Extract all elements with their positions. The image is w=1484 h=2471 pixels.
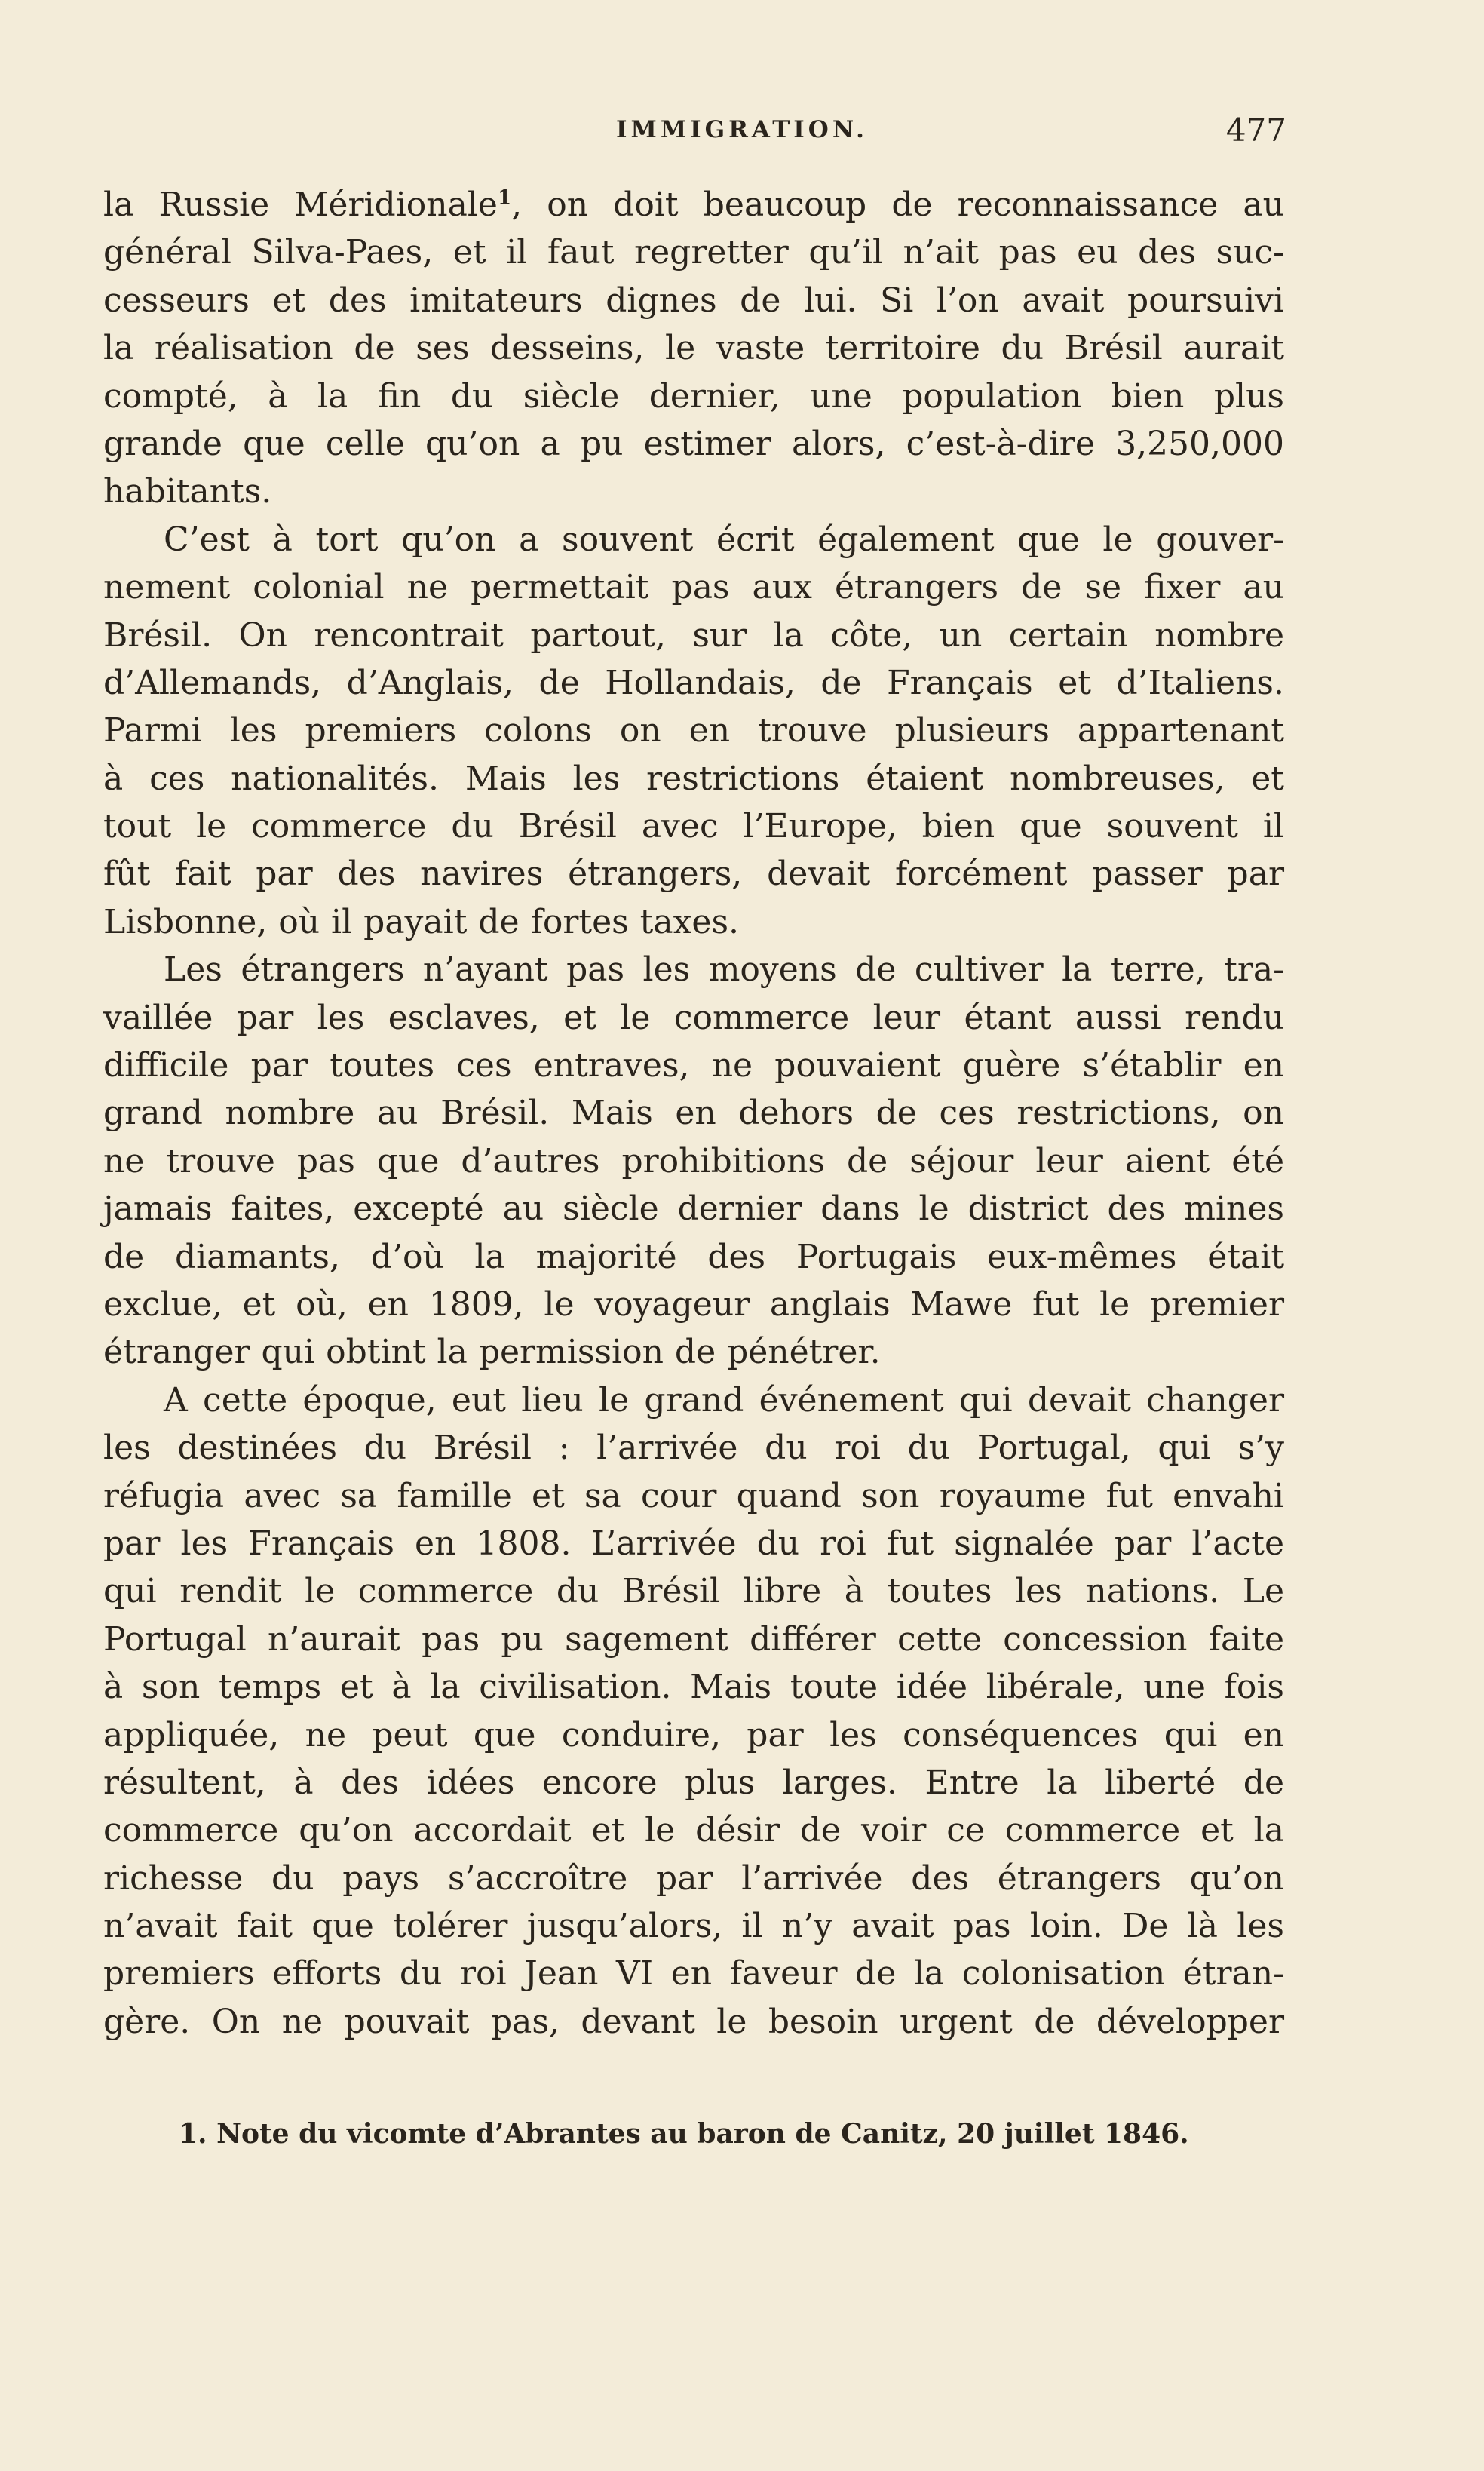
text-line: premiers efforts du roi Jean VI en faveur de la colonisation étran-: [103, 1954, 1284, 1994]
text-line: qui rendit le commerce du Brésil libre à toutes les nations. Le: [103, 1572, 1284, 1611]
footnote-reference: 1: [497, 186, 512, 210]
text-line: à son temps et à la civilisation. Mais toute idée libérale, une fois: [103, 1668, 1284, 1707]
text-line: d’Allemands, d’Anglais, de Hollandais, de Français et d’Italiens.: [103, 663, 1284, 702]
page-number: 477: [1225, 112, 1286, 149]
text-line: nement colonial ne permettait pas aux étrangers de se fixer au: [103, 568, 1284, 607]
text-line: jamais faites, excepté au siècle dernier dans le district des mines: [103, 1189, 1284, 1229]
text-line: de diamants, d’où la majorité des Portugais eux-mêmes était: [103, 1237, 1284, 1276]
text-line: fût fait par des navires étrangers, devait forcément passer par: [103, 855, 1284, 894]
text-line: gère. On ne pouvait pas, devant le besoin urgent de développer: [103, 2002, 1284, 2041]
text-line: tout le commerce du Brésil avec l’Europe, bien que souvent il: [103, 807, 1284, 846]
text-line: compté, à la fin du siècle dernier, une population bien plus: [103, 376, 1284, 416]
text-line: à ces nationalités. Mais les restrictions étaient nombreuses, et: [103, 759, 1284, 798]
text-line: appliquée, ne peut que conduire, par les conséquences qui en: [103, 1715, 1284, 1754]
text-line: Portugal n’aurait pas pu sagement différer cette concession faite: [103, 1619, 1284, 1659]
body-text: [103, 181, 1284, 2046]
text-line: la réalisation de ses desseins, le vaste territoire du Brésil aurait: [103, 329, 1284, 368]
text-line: les destinées du Brésil : l’arrivée du roi du Portugal, qui s’y: [103, 1429, 1284, 1468]
text-line: la Russie Méridionale$^1$, on doit beaucoup de reconnaissance au: [103, 186, 1284, 224]
text-line: C’est à tort qu’on a souvent écrit également que le gouver-: [164, 520, 1284, 559]
text-line: par les Français en 1808. L’arrivée du roi fut signalée par l’acte: [103, 1524, 1284, 1563]
text-line: difficile par toutes ces entraves, ne pouvaient guère s’établir en: [103, 1046, 1284, 1085]
text-line: réfugia avec sa famille et sa cour quand son royaume fut envahi: [103, 1476, 1284, 1515]
text-line: résultent, à des idées encore plus larges. Entre la liberté de: [103, 1763, 1284, 1802]
text-line: Parmi les premiers colons on en trouve plusieurs appartenant: [103, 711, 1284, 751]
text-line: exclue, et où, en 1809, le voyageur anglais Mawe fut le premier: [103, 1285, 1284, 1324]
text-line: n’avait fait que tolérer jusqu’alors, il n’y avait pas loin. De là les: [103, 1907, 1284, 1946]
text-line: Lisbonne, où il payait de fortes taxes.: [103, 902, 740, 941]
page-header: [0, 112, 1484, 157]
text-line: ne trouve pas que d’autres prohibitions de séjour leur aient été: [103, 1141, 1284, 1180]
text-line: étranger qui obtint la permission de pénétrer.: [103, 1333, 881, 1372]
text-line: cesseurs et des imitateurs dignes de lui. Si l’on avait poursuivi: [103, 281, 1284, 320]
text-line: grande que celle qu’on a pu estimer alors, c’est-à-dire 3,250,000: [103, 424, 1284, 463]
text-line: habitants.: [103, 472, 272, 511]
text-line: général Silva-Paes, et il faut regretter qu’il n’ait pas eu des suc-: [103, 233, 1284, 272]
text-line: Les étrangers n’ayant pas les moyens de cultiver la terre, tra-: [164, 950, 1284, 990]
text-line: Brésil. On rencontrait partout, sur la côte, un certain nombre: [103, 615, 1284, 655]
text-line: commerce qu’on accordait et le désir de voir ce commerce et la: [103, 1811, 1284, 1850]
text-line: grand nombre au Brésil. Mais en dehors de ces restrictions, on: [103, 1094, 1284, 1133]
text-line: richesse du pays s’accroître par l’arrivée des étrangers qu’on: [103, 1859, 1284, 1898]
text-line: A cette époque, eut lieu le grand événement qui devait changer: [164, 1380, 1284, 1420]
footnote: 1. Note du vicomte d’Abrantes au baron de Canitz, 20 juillet 1846.: [179, 2118, 1189, 2150]
running-head: IMMIGRATION.: [616, 116, 868, 143]
text-line: vaillée par les esclaves, et le commerce leur étant aussi rendu: [103, 998, 1284, 1037]
